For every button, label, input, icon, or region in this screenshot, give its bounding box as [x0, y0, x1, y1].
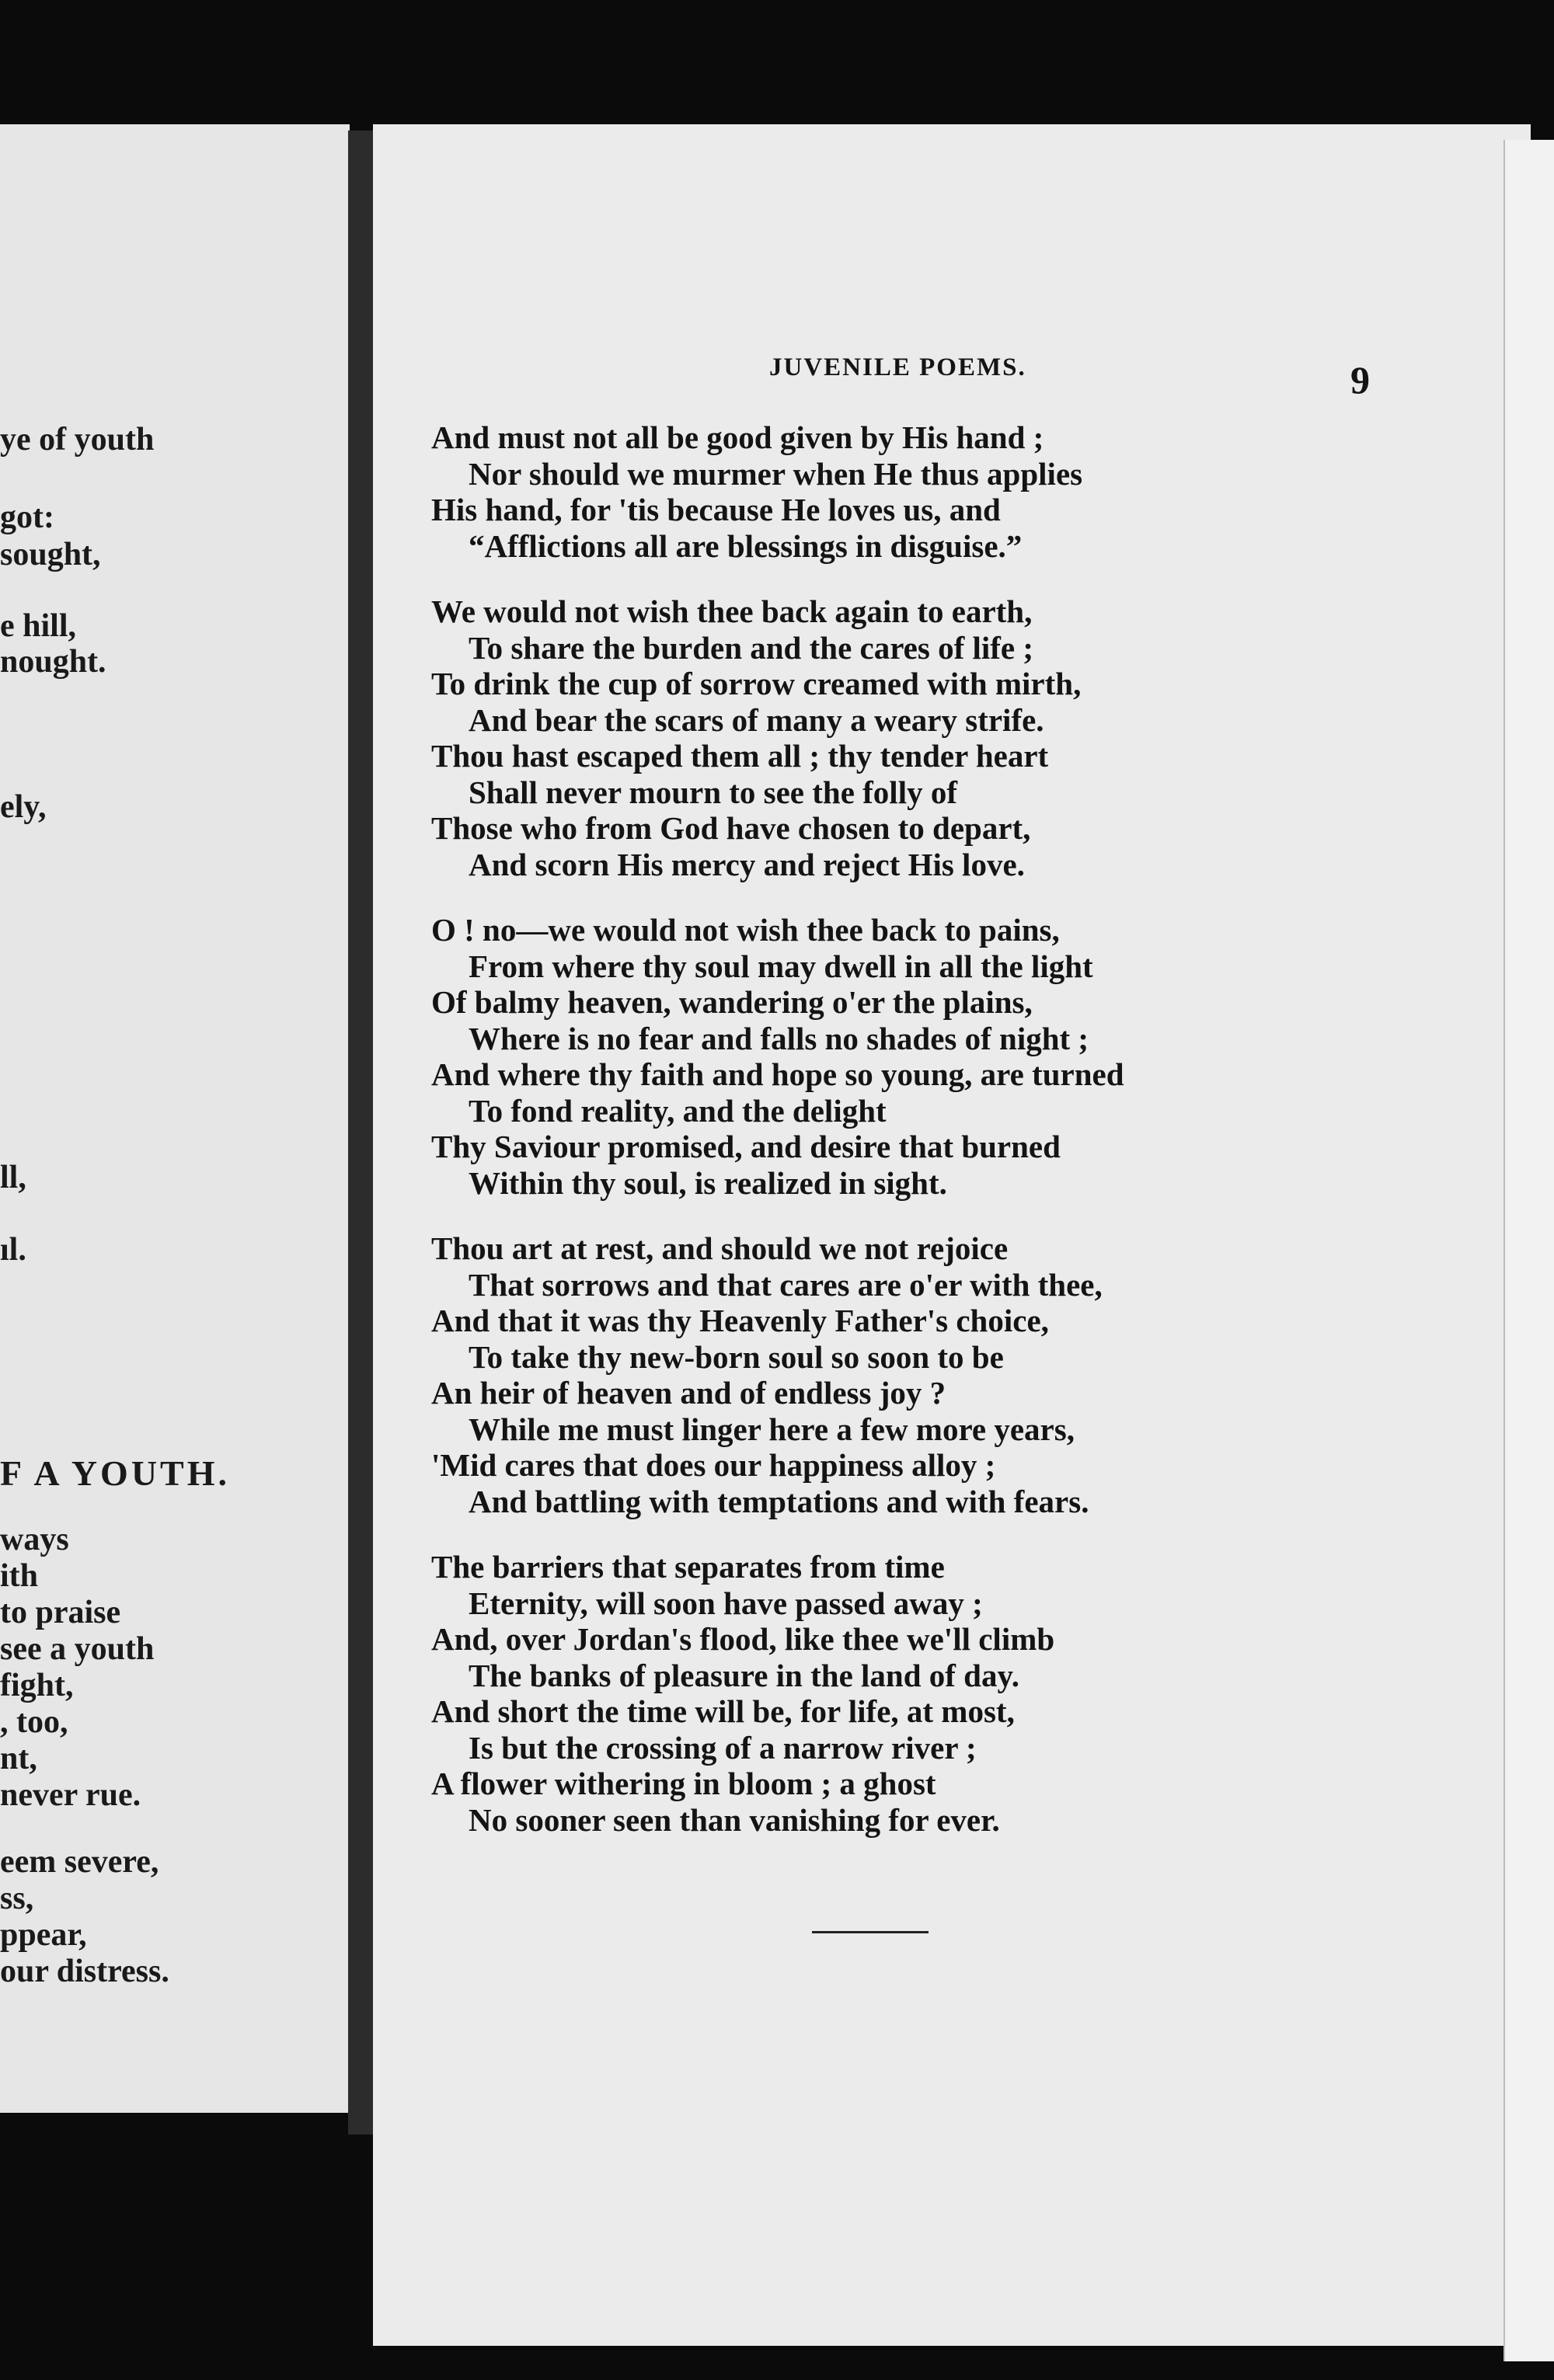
poem-line: Thou hast escaped them all ; thy tender heart [431, 738, 1049, 774]
left-fragment: ith [0, 1558, 39, 1594]
left-fragment: ye of youth [0, 422, 155, 458]
left-fragment: our distress. [0, 1954, 169, 1989]
poem-line: To share the burden and the cares of life ; [469, 629, 1034, 666]
left-fragment: e hill, [0, 608, 77, 644]
page-number: 9 [1350, 358, 1370, 402]
poem-line: Of balmy heaven, wandering o'er the plains, [431, 984, 1033, 1020]
left-fragment: sought, [0, 537, 101, 572]
stanza [431, 1549, 1364, 1838]
left-fragment: ss, [0, 1881, 34, 1916]
poem-line: To take thy new-born soul so soon to be [469, 1338, 1004, 1375]
left-fragment: , too, [0, 1704, 68, 1740]
poem-line: Where is no fear and falls no shades of night ; [469, 1020, 1089, 1056]
poem-line: And where thy faith and hope so young, are turned [431, 1056, 1124, 1092]
left-fragment: ppear, [0, 1917, 87, 1953]
poem-line: Eternity, will soon have passed away ; [469, 1585, 983, 1621]
poem-line: And short the time will be, for life, at most, [431, 1693, 1015, 1729]
poem-line: The barriers that separates from time [431, 1549, 945, 1585]
poem-line: That sorrows and that cares are o'er with thee, [469, 1266, 1103, 1303]
left-fragment: ways [0, 1522, 69, 1557]
poem-line: An heir of heaven and of endless joy ? [431, 1375, 946, 1411]
poem-line: Nor should we murmer when He thus applies [469, 455, 1083, 492]
poem-line: From where thy soul may dwell in all the light [469, 948, 1093, 984]
page-edge [1503, 140, 1554, 2361]
stanza [431, 1230, 1364, 1519]
running-head: JUVENILE POEMS. [769, 353, 1026, 381]
poem-line: His hand, for 'tis because He loves us, and [431, 492, 1001, 527]
poem-line: And scorn His mercy and reject His love. [469, 846, 1025, 882]
left-fragment: ıl. [0, 1232, 26, 1268]
poem-line: We would not wish thee back again to earth, [431, 593, 1033, 629]
poem-line: While me must linger here a few more years, [469, 1411, 1075, 1447]
left-fragment: see a youth [0, 1631, 155, 1667]
poem-line: “Afflictions all are blessings in disguise.” [469, 527, 1023, 564]
left-fragment: nought. [0, 644, 106, 680]
poem-line: Shall never mourn to see the folly of [469, 774, 957, 810]
poem-line: No sooner seen than vanishing for ever. [469, 1801, 1000, 1838]
poem-line: And that it was thy Heavenly Father's choice, [431, 1303, 1049, 1338]
poem-line: To drink the cup of sorrow creamed with mirth, [431, 666, 1082, 701]
poem-line: And battling with temptations and with fears. [469, 1483, 1089, 1519]
left-fragment: to praise [0, 1595, 121, 1630]
poem-body [431, 419, 1364, 1867]
poem-line: Thy Saviour promised, and desire that burned [431, 1129, 1061, 1164]
poem-line: O ! no—we would not wish thee back to pains, [431, 912, 1060, 948]
section-divider-rule [812, 1931, 929, 1933]
left-page [0, 124, 350, 2113]
left-fragment: got: [0, 499, 54, 535]
poem-line: Within thy soul, is realized in sight. [469, 1164, 947, 1201]
poem-line: 'Mid cares that does our happiness alloy ; [431, 1447, 996, 1483]
stanza [431, 912, 1364, 1201]
left-fragment: ll, [0, 1160, 26, 1195]
poem-line: Those who from God have chosen to depart, [431, 810, 1031, 846]
stanza [431, 419, 1364, 564]
poem-line: And, over Jordan's flood, like thee we'll climb [431, 1621, 1055, 1657]
poem-line: And bear the scars of many a weary strife. [469, 701, 1044, 738]
left-fragment: never rue. [0, 1777, 141, 1813]
left-section-heading: F A YOUTH. [0, 1453, 231, 1493]
left-fragment: nt, [0, 1741, 37, 1776]
left-fragment: fight, [0, 1668, 74, 1703]
stanza [431, 593, 1364, 882]
poem-line: A flower withering in bloom ; a ghost [431, 1766, 936, 1801]
poem-line: And must not all be good given by His hand ; [431, 419, 1044, 455]
left-fragment: eem severe, [0, 1844, 159, 1880]
poem-line: Is but the crossing of a narrow river ; [469, 1729, 977, 1766]
left-fragment: ely, [0, 789, 47, 825]
poem-line: To fond reality, and the delight [469, 1092, 887, 1129]
poem-line: Thou art at rest, and should we not rejoice [431, 1230, 1009, 1266]
poem-line: The banks of pleasure in the land of day. [469, 1657, 1019, 1693]
